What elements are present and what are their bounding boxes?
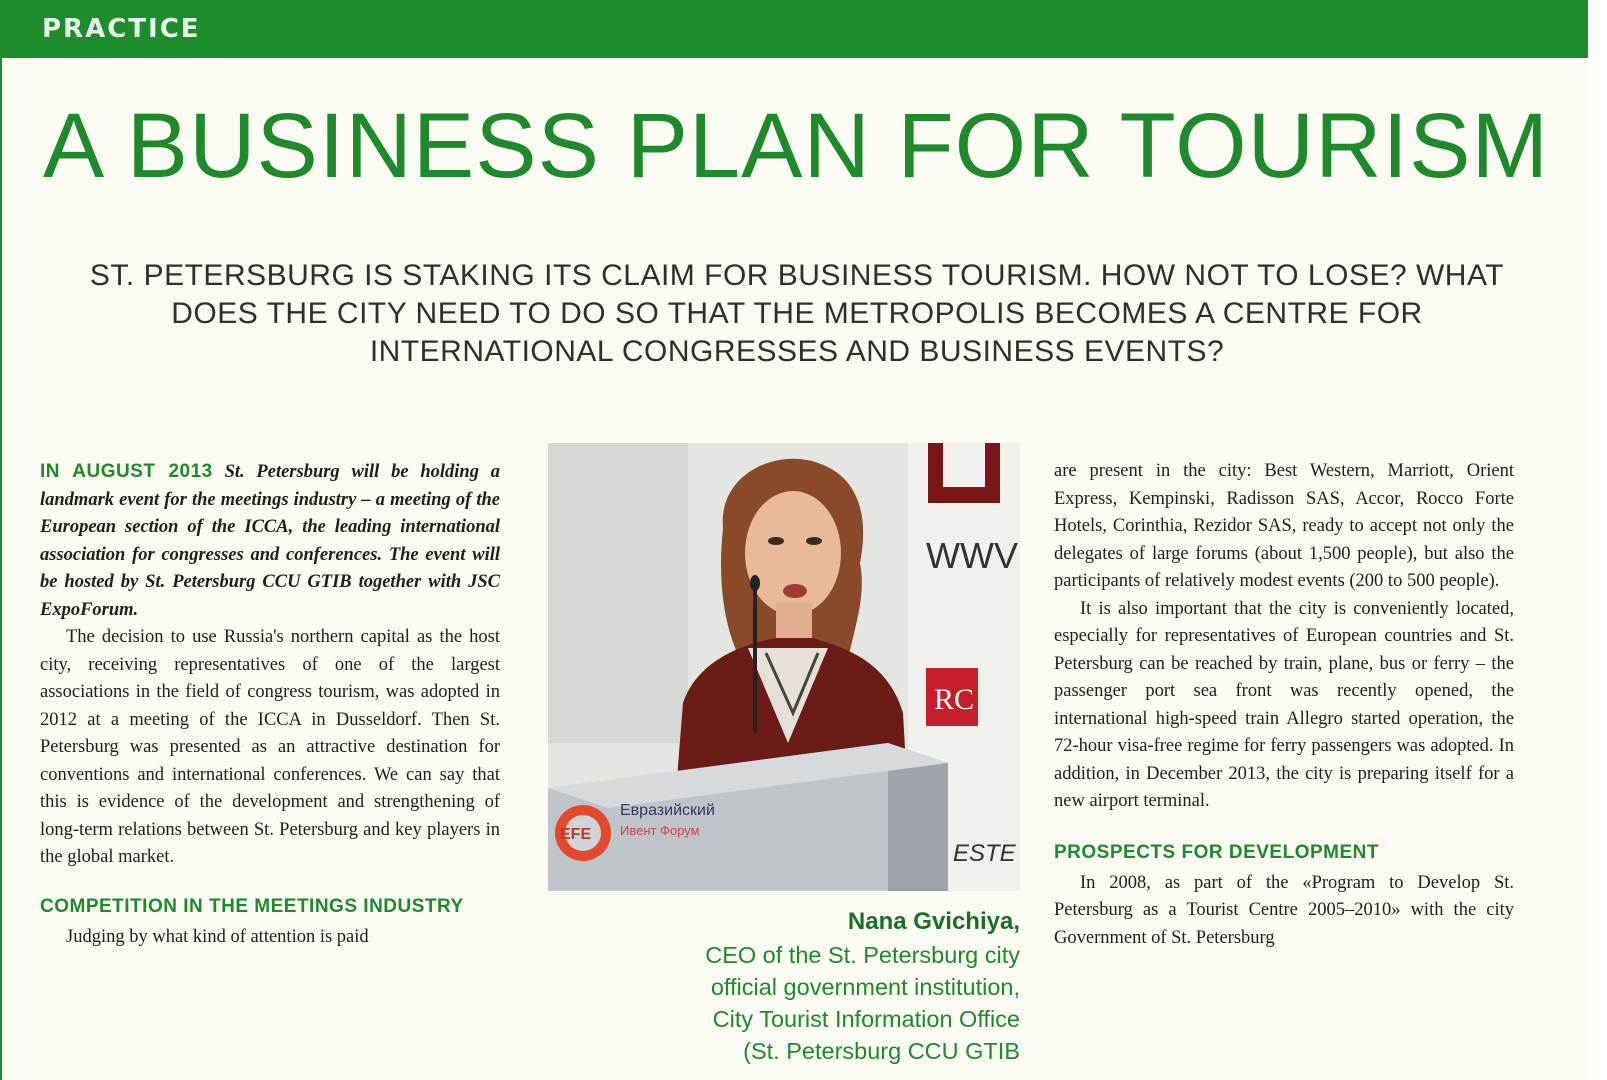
section-label: PRACTICE [42, 14, 201, 44]
body-paragraph: It is also important that the city is conveniently located, especially for representatives of European countries and St. Petersburg can be reached by train, plane, bus or ferry – the passenger port sea front was recently opened, the international high-speed train Allegro started operation, the 72-hour visa-free regime for ferry passengers was adopted. In addition, in December 2013, the city is preparing itself for a new airport terminal. [1054, 598, 1514, 811]
podium-text-2: Ивент Форум [620, 823, 700, 838]
caption-role-line: official government institution, [710, 974, 1020, 1000]
caption-role-line: City Tourist Information Office [712, 1006, 1020, 1032]
speaker-photo-illustration [548, 443, 1020, 891]
speaker-photo [548, 443, 1020, 891]
subhead-competition: COMPETITION IN THE MEETINGS INDUSTRY [40, 895, 464, 917]
side-banner-text: ESTE [953, 840, 1016, 867]
microphone-icon [750, 575, 760, 591]
lede-text: St. Petersburg will be holding a landmark event for the meetings industry – a meeting of the European section of the ICCA, the leading international association for congresses and conferences. The event will be hosted by St. Petersburg CCU GTIB together with JSC ExpoForum. [40, 462, 501, 620]
photo-caption [562, 905, 1020, 1067]
caption-name: Nana Gvichiya, [847, 908, 1020, 935]
body-paragraph: The decision to use Russia's northern capital as the host city, receiving representatives of one of the largest associations in the field of congress tourism, was adopted in 2012 at a meeting of the ICCA in Dusseldorf. Then St. Petersburg was presented as an attractive destination for conventions and international conferences. We can say that this is evidence of the development and strengthening of long-term relations between St. Petersburg and key players in the global market. [40, 627, 500, 867]
body-paragraph: In 2008, as part of the «Program to Develop St. Petersburg as a Tourist Centre 2005–2010» with the city Government of St. Petersburg [1054, 872, 1514, 948]
banner-rc-text: RC [934, 683, 975, 716]
article-deck: ST. PETERSBURG IS STAKING ITS CLAIM FOR BUSINESS TOURISM. HOW NOT TO LOSE? WHAT DOES THE CITY NEED TO DO SO THAT THE METROPOLIS BECOMES A CENTRE FOR INTERNATIONAL CONGRESSES AND BUSINESS EVENTS? [89, 259, 1505, 368]
podium-text-1: Евразийский [620, 802, 715, 819]
podium-badge-text: EFE [560, 826, 592, 843]
right-column [1054, 458, 1514, 952]
microphone-stand [753, 583, 757, 733]
banner-www-text: WWV [926, 535, 1018, 576]
left-column [40, 458, 500, 951]
article-title: A BUSINESS PLAN FOR TOURISM [42, 95, 1550, 197]
section-header-bar [2, 0, 1588, 58]
lede-paragraph [40, 458, 500, 624]
body-paragraph: are present in the city: Best Western, Marriott, Orient Express, Kempinski, Radisson SAS, Accor, Rocco Forte Hotels, Corinthia, Rezidor SAS, ready to accept not only the delegates of large forums (about 1,500 people), but also the participants of relatively modest events (200 to 500 people). [1054, 461, 1514, 591]
lede-head: IN AUGUST 2013 [40, 461, 213, 482]
caption-role-line: CEO of the St. Petersburg city [705, 942, 1020, 968]
body-paragraph: Judging by what kind of attention is paid [66, 926, 369, 947]
subhead-prospects: PROSPECTS FOR DEVELOPMENT [1054, 841, 1379, 863]
caption-role-line: (St. Petersburg CCU GTIB [743, 1038, 1020, 1064]
